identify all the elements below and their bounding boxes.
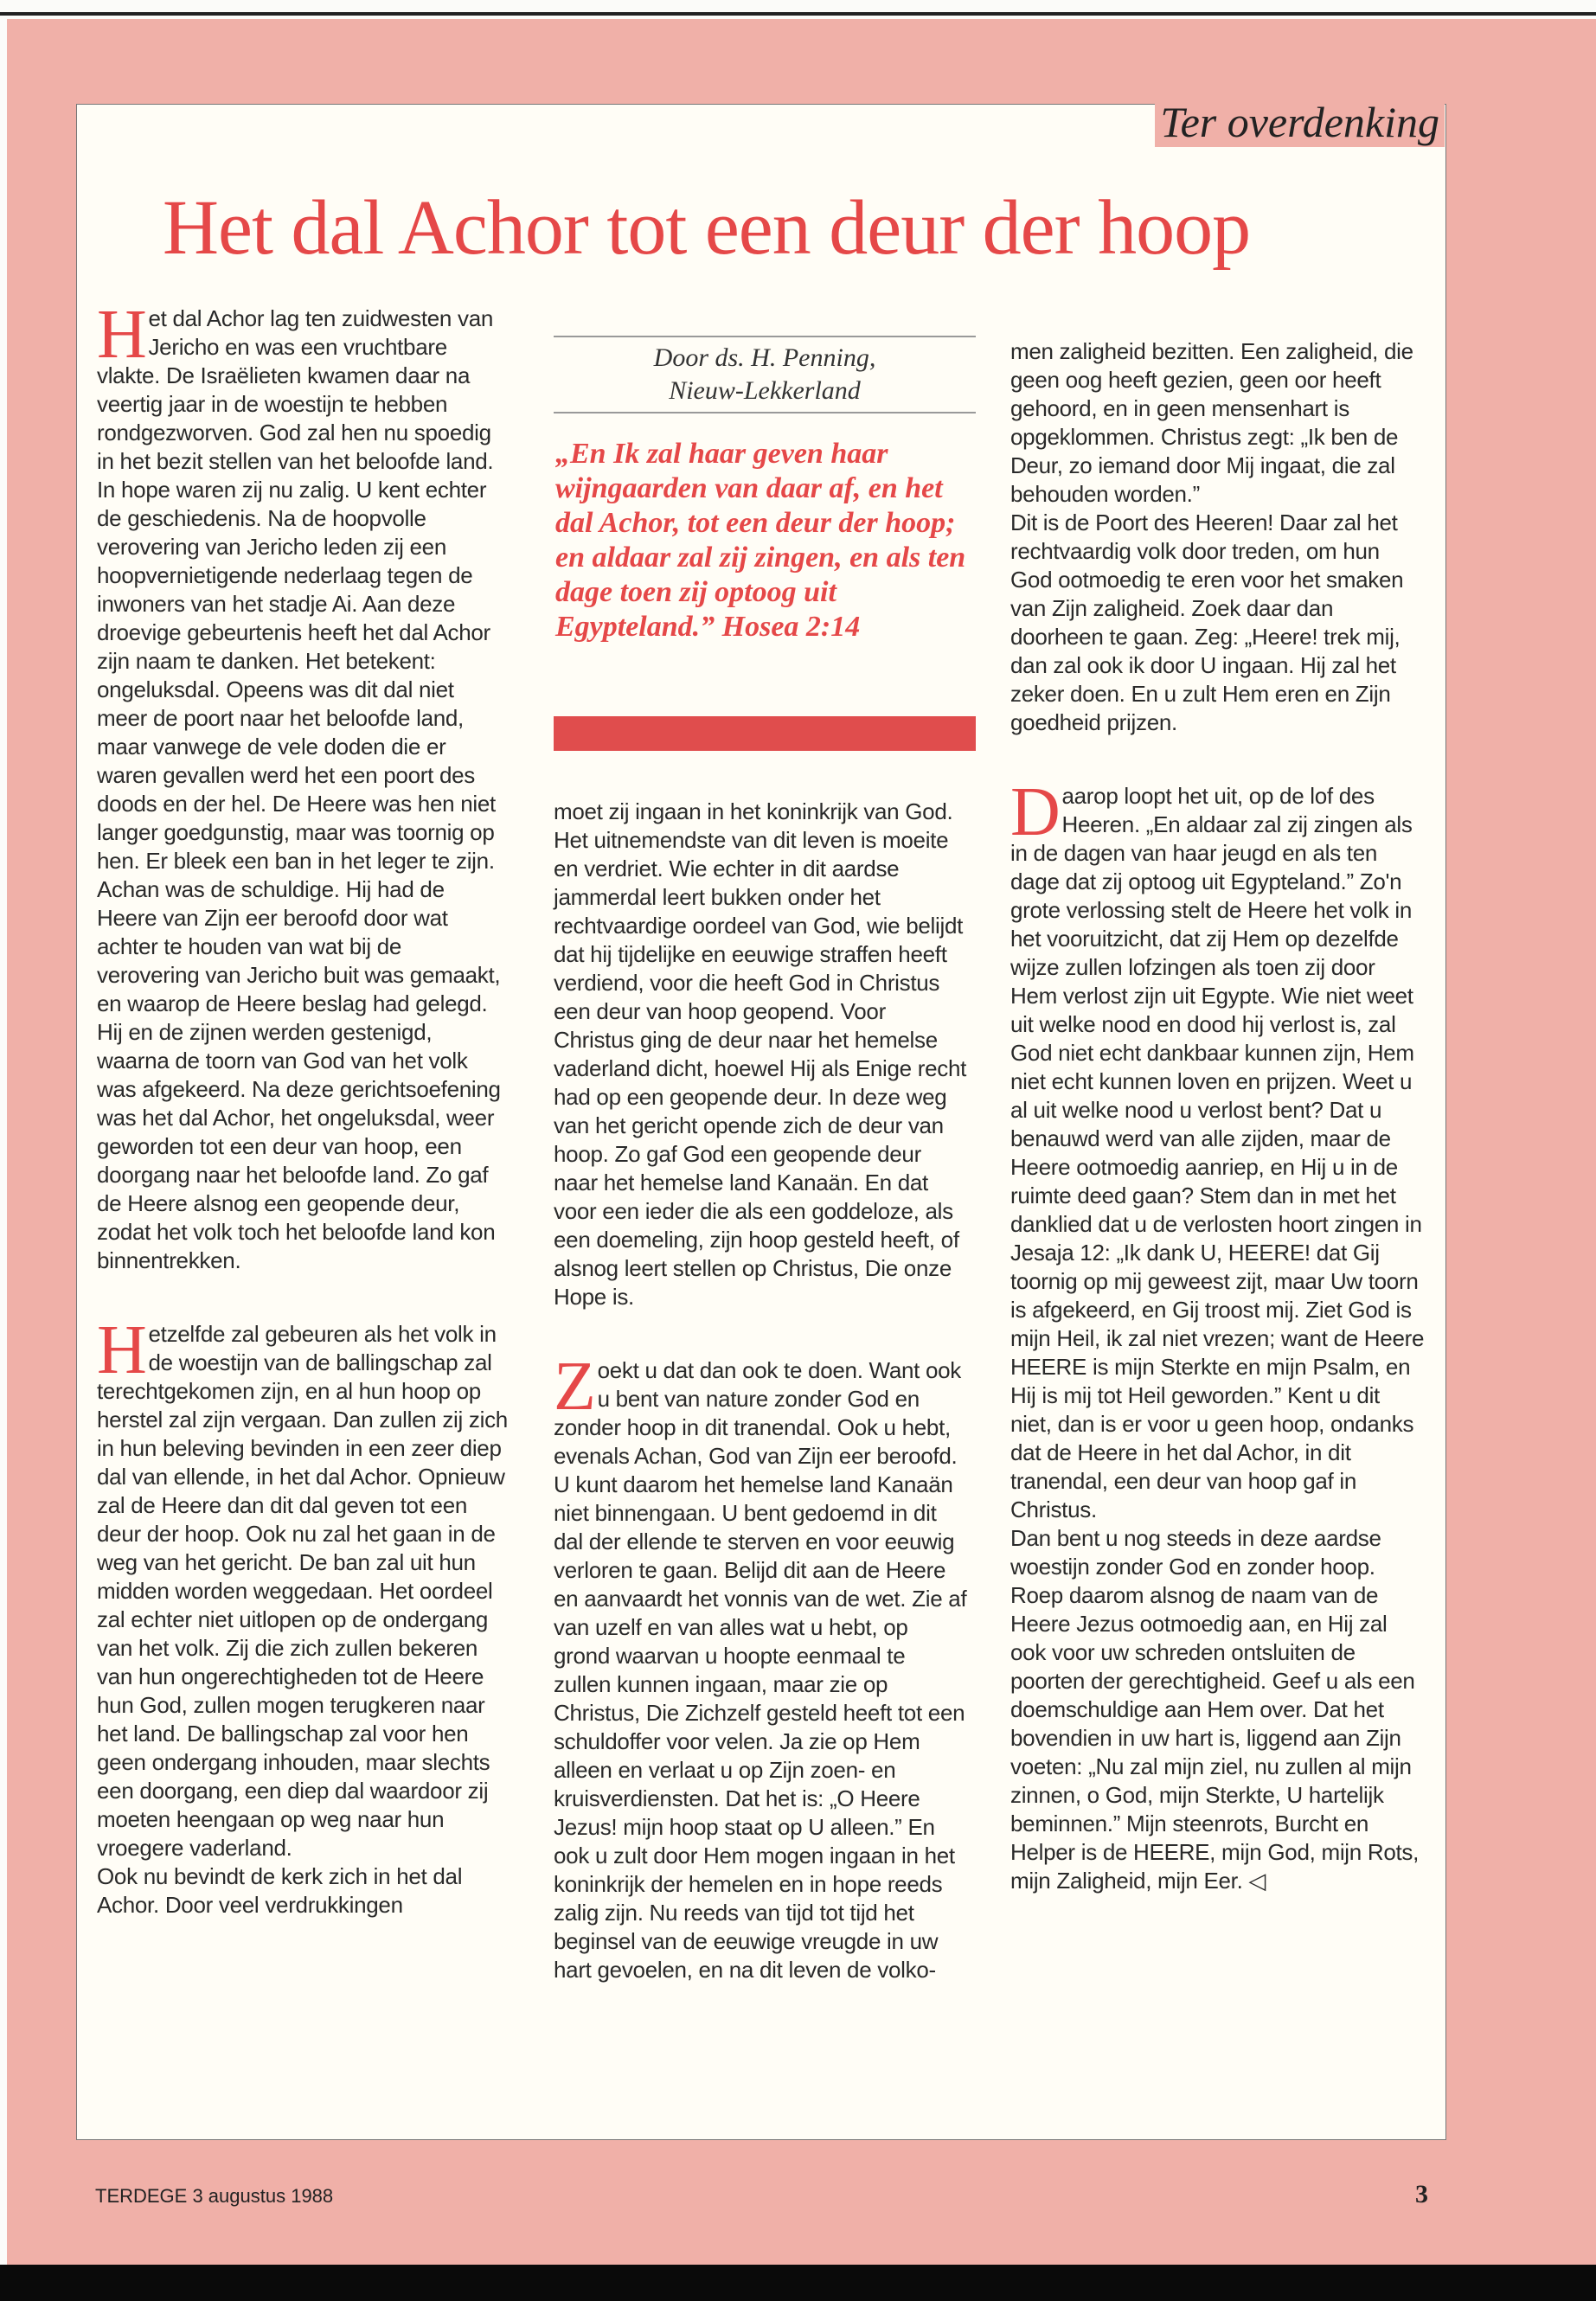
red-divider-bar [554,716,976,751]
paragraph [1010,774,1426,1524]
bottom-band [0,2265,1596,2301]
byline-author: Door ds. H. Penning, [653,343,876,372]
byline-place: Nieuw-Lekkerland [669,376,861,405]
paragraph: Ook nu bevindt de kerk zich in het dal Achor. Door veel verdrukkingen [97,1863,463,1918]
drop-cap: Z [554,1349,596,1425]
paragraph-text: et dal Achor lag ten zuidwesten van Jericho en was een vruchtbare vlakte. De Israëlieten kwamen daar na veertig jaar in de woestijn te hebben rondgezworven. God zal hen nu spoedig in het bezit stellen van het beloofde land. In hope waren zij nu zalig. U kent echter de geschiedenis. Na de hoopvolle verovering van Jericho leden zij een hoopvernietigende nederlaag tegen de inwoners van het stadje Ai. Aan deze droevige gebeurtenis heeft het dal Achor zijn naam te danken. Het betekent: ongeluksdal. Opeens was dit dal niet meer de poort naar het beloofde land, maar vanwege de vele doden die er waren gevallen werd het een poort des doods en der hel. De Heere was hen niet langer goedgunstig, maar was toornig op hen. Er bleek een ban in het leger te zijn. Achan was de schuldige. Hij had de Heere van Zijn eer beroofd door wat achter te houden van wat bij de verovering van Jericho buit was gemaakt, en waarop de Heere beslag had gelegd. Hij en de zijnen werden gestenigd, waarna de toorn van God van het volk was afgekeerd. Na deze gerichtsoefening was het dal Achor, het ongeluksdal, weer geworden tot een deur van hoop, een doorgang naar het beloofde land. Zo gaf de Heere alsnog een geopende deur, zodat het volk toch het beloofde land kon binnentrekken. [97,305,501,1273]
drop-cap: H [97,297,147,373]
byline-rule-bottom [554,412,976,413]
paragraph: Dit is de Poort des Heeren! Daar zal het rechtvaardig volk door treden, om hun God ootmoedig te eren voor het smaken van Zijn zaligheid. Zoek daar dan doorheen te gaan. Zeg: „Heere! trek mij, dan zal ook ik door U ingaan. Hij zal het zeker doen. En u zult Hem eren en Zijn goedheid prijzen. [1010,510,1404,735]
top-rule [0,12,1596,16]
paragraph-text: oekt u dat dan ook te doen. Want ook u bent van nature zonder God en zonder hoop in dit tranendal. Ook u hebt, evenals Achan, God van Zijn eer beroofd. U kunt daarom het hemelse land Kanaän niet binnengaan. U bent gedoemd in dit dal der ellende te sterven en voor eeuwig verloren te gaan. Belijd dit aan de Heere en aanvaardt het vonnis van de wet. Zie af van uzelf en van alles wat u hebt, op grond waarvan u hoopte eenmaal te zullen kunnen ingaan, maar zie op Christus, Die Zichzelf gesteld heeft tot een schuldoffer voor velen. Ja zie op Hem alleen en verlaat u op Zijn zoen- en kruisverdiensten. Dat het is: „O Heere Jezus! mijn hoop staat op U alleen.” En ook u zult door Hem mogen ingaan in het koninkrijk der hemelen en in hope reeds zalig zijn. Nu reeds van tijd tot tijd het beginsel van de eeuwige vreugde in uw hart gevoelen, en na dit leven de volko- [554,1357,967,1983]
pull-quote: „En Ik zal haar geven haar wijngaarden van daar af, en het dal Achor, tot een deur der hoop; en aldaar zal zij zingen, en als ten dage toen zij optoog uit Egypteland.” Hosea 2:14 [555,438,966,643]
drop-cap: D [1010,774,1061,850]
drop-cap: H [97,1312,147,1388]
headline: Het dal Achor tot een deur der hoop [163,185,1251,271]
section-label: Ter overdenking [1155,97,1445,147]
paragraph: men zaligheid bezitten. Een zaligheid, die geen oog heeft gezien, geen oor heeft gehoord, en in geen mensenhart is opgeklommen. Christus zegt: „Ik ben de Deur, zo iemand door Mij ingaat, die zal behouden worden.” [1010,338,1413,507]
paragraph [554,1349,967,1984]
paragraph: moet zij ingaan in het koninkrijk van God. Het uitnemendste van dit leven is moeite en verdriet. Wie echter in dit aardse jammerdal leert bukken onder het rechtvaardige oordeel van God, wie belijdt dat hij tijdelijke en eeuwige straffen heeft verdiend, voor die heeft God in Christus een deur van hoop geopend. Voor Christus ging de deur naar het hemelse vaderland dicht, hoewel Hij als Enige recht had op een geopende deur. In deze weg van het gericht opende zich de deur van hoop. Zo gaf God een geopende deur naar het hemelse land Kanaän. En dat voor een ieder die als een goddeloze, als een doemeling, zijn hoop gesteld heeft, of alsnog leert stellen op Christus, Die onze Hope is. [554,798,967,1310]
byline-rule-top [554,336,976,337]
column-1 [97,297,508,1920]
column-3 [1010,337,1426,1895]
page-number: 3 [1415,2180,1428,2208]
paragraph: Dan bent u nog steeds in deze aardse woestijn zonder God en zonder hoop. Roep daarom alsnog de naam van de Heere Jezus ootmoedig aan, en Hij zal ook voor uw schreden ontsluiten de poorten der gerechtigheid. Geef u als een doemschuldige aan Hem over. Dat het bovendien in uw hart is, liggend aan Zijn voeten: „Nu zal mijn ziel, nu zullen al mijn zinnen, o God, mijn Sterkte, U hartelijk beminnen.” Mijn steenrots, Burcht en Helper is de HEERE, mijn God, mijn Rots, mijn Zaligheid, mijn Eer. ◁ [1010,1525,1420,1894]
column-2 [554,798,967,1984]
paragraph [97,1312,508,1862]
publication-footer: TERDEGE 3 augustus 1988 [95,2185,334,2207]
byline [554,342,976,407]
paragraph [97,297,508,1275]
paragraph-text: etzelfde zal gebeuren als het volk in de woestijn van de ballingschap zal terechtgekomen zijn, en al hun hoop op herstel zal zijn vergaan. Dan zullen zij zich in hun beleving bevinden in een zeer diep dal van ellende, in het dal Achor. Opnieuw zal de Heere dan dit dal geven tot een deur der hoop. Ook nu zal het gaan in de weg van het gericht. De ban zal uit hun midden worden weggedaan. Het oordeel zal echter niet uitlopen op de ondergang van het volk. Zij die zich zullen bekeren van hun ongerechtigheden tot de Heere hun God, zullen mogen terugkeren naar het land. De ballingschap zal voor hen geen ondergang inhouden, maar slechts een doorgang, een diep dal waardoor zij moeten heengaan op weg naar hun vroegere vaderland. [97,1321,508,1861]
paragraph-text: aarop loopt het uit, op de lof des Heeren. „En aldaar zal zij zingen als in de dagen van haar jeugd en als ten dage dat zij optoog uit Egypteland.” Zo'n grote verlossing stelt de Heere het volk in het vooruitzicht, dat zij Hem op dezelfde wijze zullen lofzingen als toen zij door Hem verlost zijn uit Egypte. Wie niet weet uit welke nood en dood hij verlost is, zal God niet echt dankbaar kunnen zijn, Hem niet echt kunnen loven en prijzen. Weet u al uit welke nood u verlost bent? Dat u benauwd werd van alle zijden, maar de Heere ootmoedig aanriep, en Hij u in de ruimte deed gaan? Stem dan in met het danklied dat u de verlosten hoort zingen in Jesaja 12: „Ik dank U, HEERE! dat Gij toornig op mij geweest zijt, maar Uw toorn is afgekeerd, en Gij troost mij. Ziet God is mijn Heil, ik zal niet vrezen; want de Heere HEERE is mijn Sterkte en mijn Psalm, en Hij is mij tot Heil geworden.” Kent u dit niet, dan is er voor u geen hoop, ondanks dat de Heere in het dal Achor, in dit tranendal, een deur van hoop gaf in Christus. [1010,783,1425,1522]
